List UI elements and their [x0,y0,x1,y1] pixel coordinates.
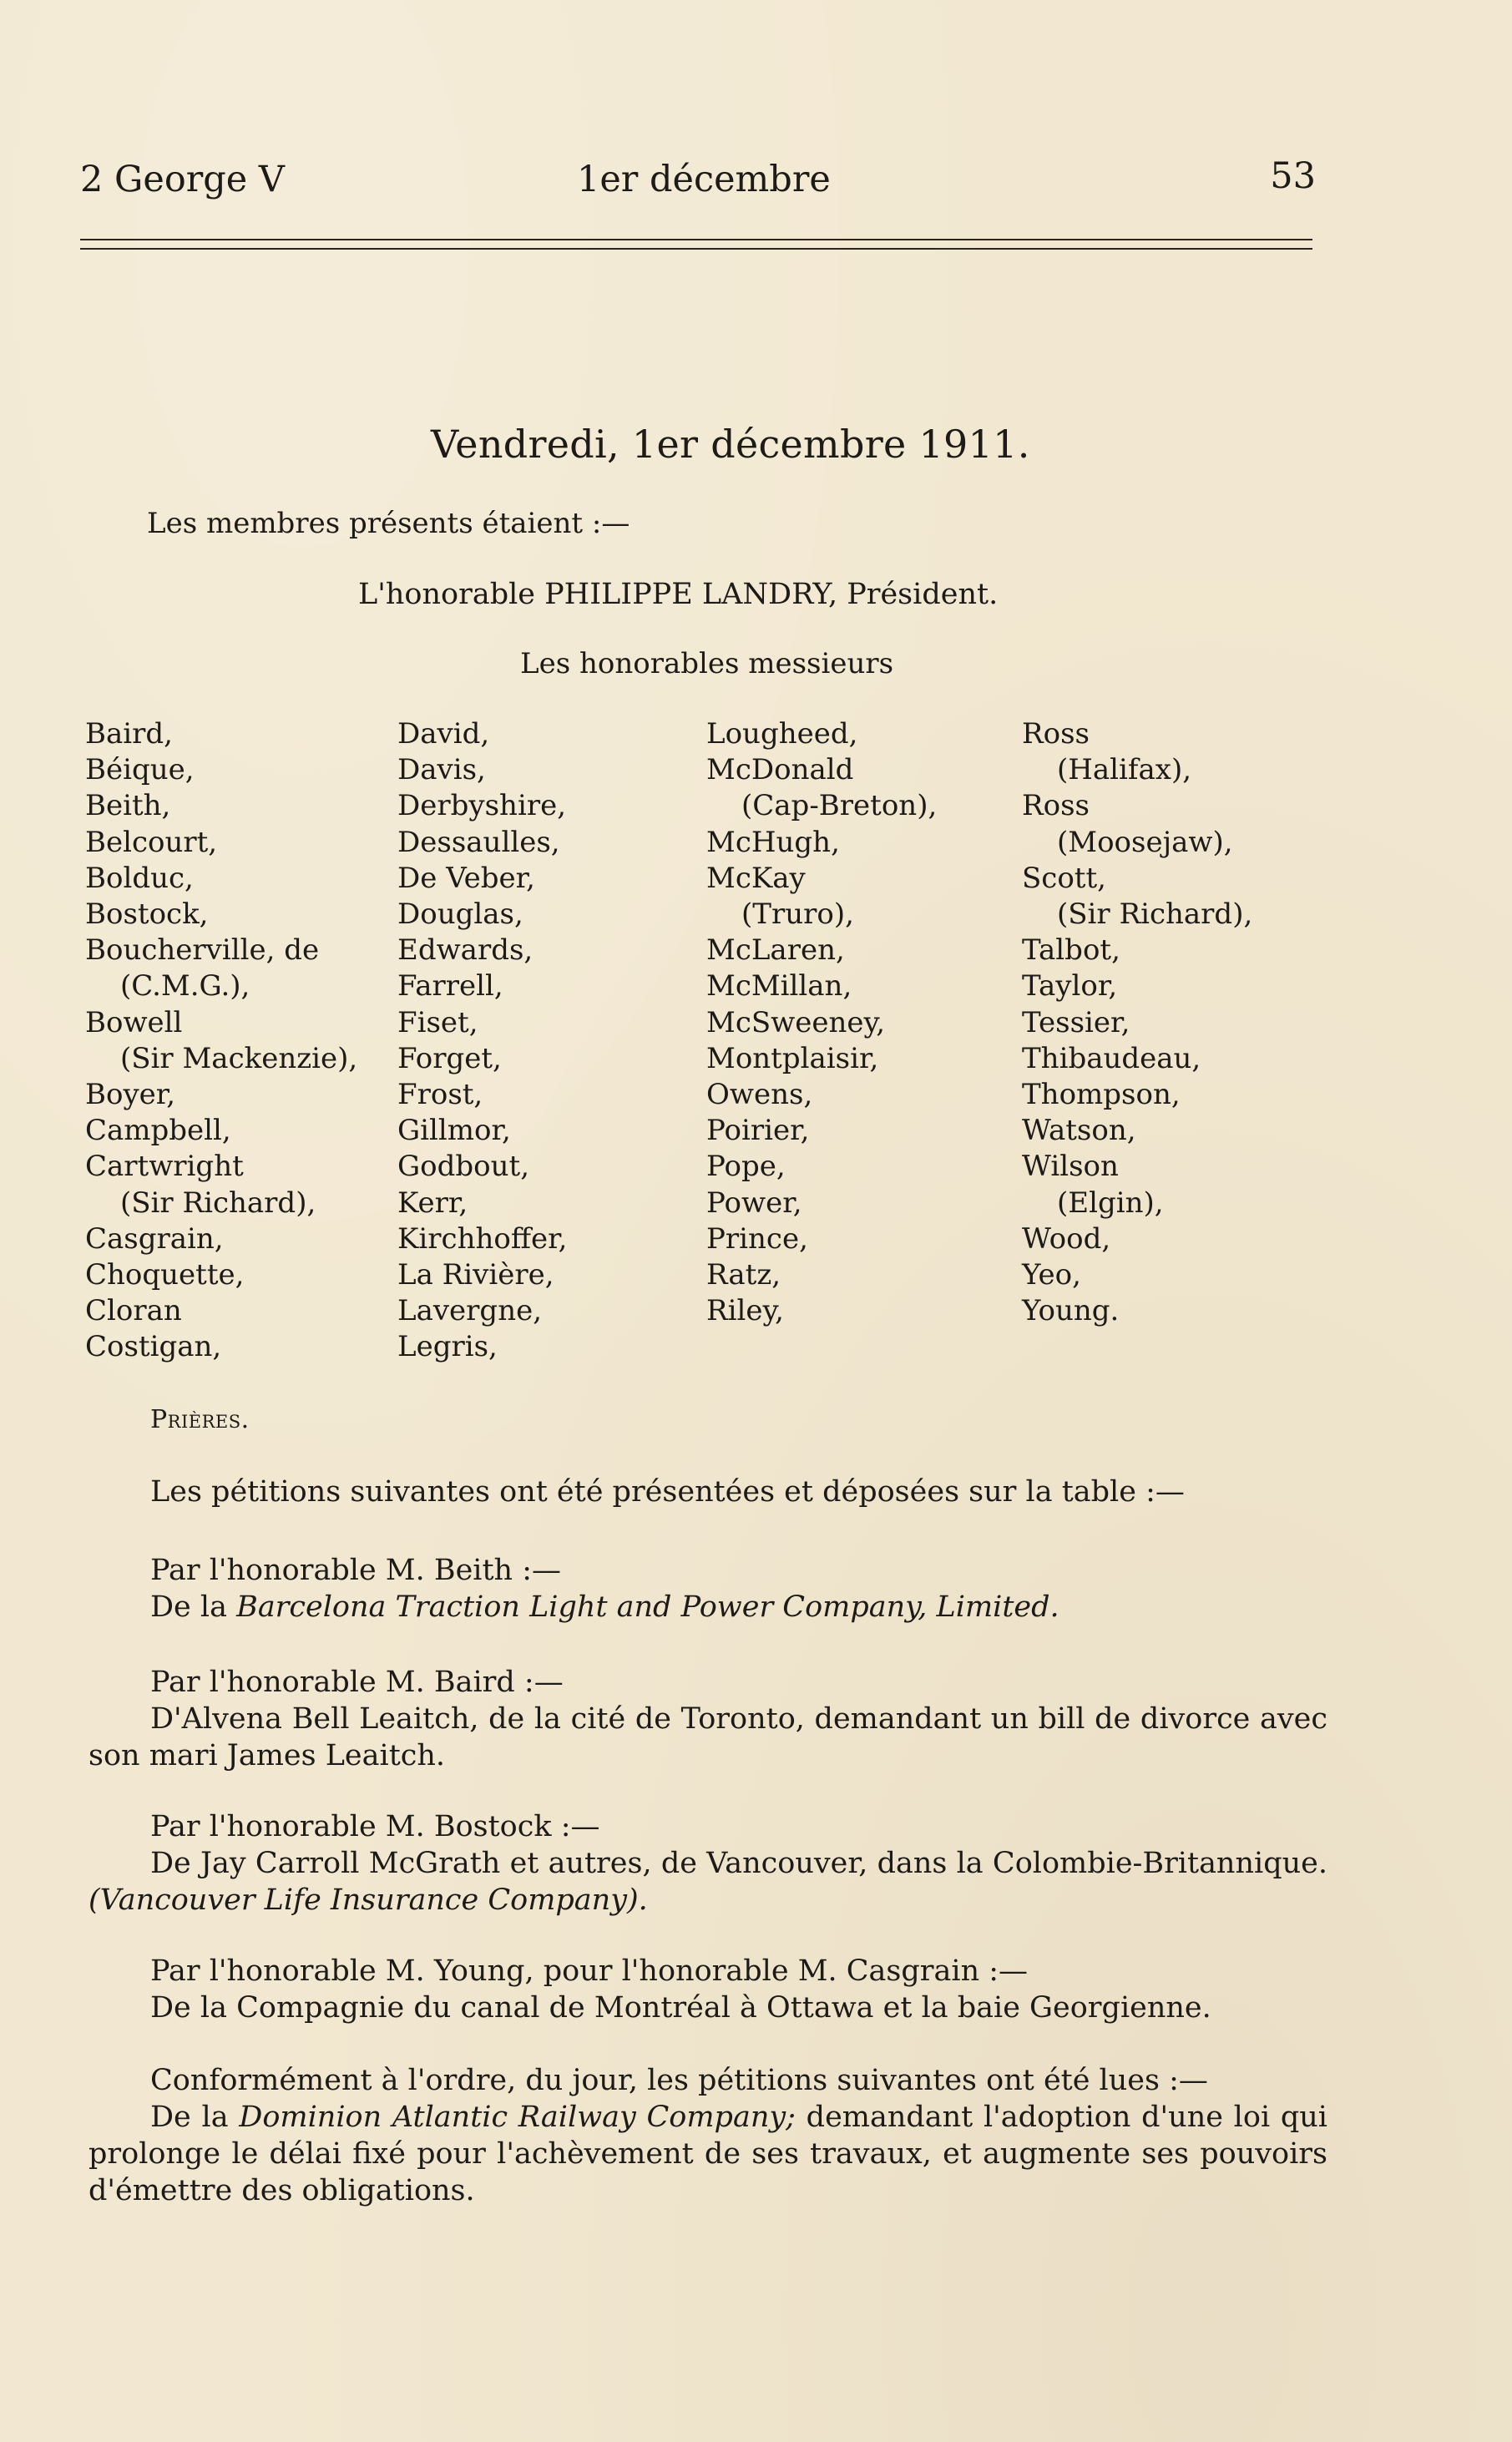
member-name: Costigan, [85,1330,222,1364]
member-name: Young. [1022,1294,1120,1328]
member-name: Thompson, [1022,1078,1181,1112]
president-line: L'honorable PHILIPPE LANDRY, Président. [358,578,999,611]
member-name: Fiset, [397,1005,478,1039]
running-header [80,155,1316,209]
member-name: (Moosejaw), [1057,825,1233,859]
petition-baird-line-2: son mari James Leaitch. [88,1739,446,1772]
member-name: (Sir Richard), [120,1186,316,1220]
petitions-read-suffix: demandant l'adoption d'une loi qui [795,2101,1327,2134]
member-name: Bolduc, [85,861,194,895]
member-name: Watson, [1022,1114,1136,1148]
member-name: Wood, [1022,1221,1111,1256]
petitions-read-line-1 [150,2099,1327,2136]
member-name: Ross [1022,717,1090,751]
petition-bostock-by: Par l'honorable M. Bostock :— [150,1810,600,1843]
petitions-read-prefix: De la [150,2101,240,2134]
petition-young [150,1953,1327,2026]
member-name: McHugh, [706,825,840,859]
petitions-read-intro: Conformément à l'ordre, du jour, les pétitions suivantes ont été lues :— [150,2064,1208,2097]
member-name: Dessaulles, [397,825,560,859]
member-name: Tessier, [1022,1005,1130,1039]
petition-baird-line-1: D'Alvena Bell Leaitch, de la cité de Toronto, demandant un bill de divorce avec [150,1702,1327,1736]
members-column-2 [397,716,567,1366]
member-name: Scott, [1022,861,1106,895]
member-name: Taylor, [1022,969,1118,1004]
member-name: (Elgin), [1057,1186,1164,1220]
petition-bostock [88,1808,1327,1919]
member-name: De Veber, [397,861,535,895]
header-regnal-year: 2 George V [80,159,285,200]
member-name: Poirier, [706,1114,810,1148]
member-name: Talbot, [1022,933,1120,968]
header-date: 1er décembre [577,159,831,200]
member-name: Pope, [706,1150,786,1184]
petition-young-line-1: De la Compagnie du canal de Montréal à Ottawa et la baie Georgienne. [150,1991,1211,2025]
members-column-1 [85,716,357,1366]
member-name: Choquette, [85,1258,245,1292]
members-present-intro: Les membres présents étaient :— [147,507,630,540]
member-name: Derbyshire, [397,789,567,823]
member-name: Lougheed, [706,717,858,751]
member-name: David, [397,717,490,751]
member-name: (Truro), [741,897,854,932]
honorables-heading: Les honorables messieurs [520,647,894,680]
member-name: Ross [1022,789,1090,823]
member-name: Kerr, [397,1186,468,1220]
member-name: Montplaisir, [706,1041,879,1075]
member-name: Wilson [1022,1150,1119,1184]
member-name: Bostock, [85,897,209,932]
member-name: McDonald [706,753,854,787]
petition-baird [88,1664,1327,1774]
member-name: Godbout, [397,1150,529,1184]
petition-beith [150,1552,1327,1625]
member-name: McSweeney, [706,1005,886,1039]
petitions-read-line-3: d'émettre des obligations. [88,2174,475,2207]
petition-baird-by: Par l'honorable M. Baird :— [150,1666,564,1699]
prayers-heading: Prières. [150,1405,250,1434]
member-name: Frost, [397,1078,483,1112]
member-name: Edwards, [397,933,533,968]
petition-beith-company: Barcelona Traction Light and Power Company, Limited. [236,1590,1059,1624]
member-name: Davis, [397,753,486,787]
member-name: Cloran [85,1294,182,1328]
member-name: Prince, [706,1221,808,1256]
member-name: (Halifax), [1057,753,1192,787]
member-name: Yeo, [1022,1258,1081,1292]
petitions-intro [150,1474,1327,1510]
petitions-read-company: Dominion Atlantic Railway Company; [239,2101,796,2134]
member-name: Boyer, [85,1078,176,1112]
member-name: (C.M.G.), [120,969,250,1004]
petitions-intro-text: Les pétitions suivantes ont été présentées et déposées sur la table :— [150,1475,1185,1509]
petition-beith-text [150,1589,1327,1625]
member-name: Boucherville, de [85,933,320,968]
member-name: Béique, [85,753,195,787]
petition-beith-by: Par l'honorable M. Beith :— [150,1554,562,1587]
petitions-read [88,2062,1327,2209]
petition-young-by: Par l'honorable M. Young, pour l'honorable M. Casgrain :— [150,1954,1029,1988]
member-name: McKay [706,861,806,895]
member-name: Baird, [85,717,173,751]
header-rule-top [80,239,1312,240]
member-name: Campbell, [85,1114,231,1148]
member-name: Gillmor, [397,1114,511,1148]
header-rule-bottom [80,248,1312,250]
member-name: Beith, [85,789,171,823]
members-column-3 [706,716,937,1329]
member-name: Cartwright [85,1150,244,1184]
member-name: Bowell [85,1005,183,1039]
member-name: Owens, [706,1078,813,1112]
members-column-4 [1022,716,1252,1329]
page-number: 53 [1270,155,1316,197]
member-name: Lavergne, [397,1294,543,1328]
member-name: Douglas, [397,897,523,932]
member-name: McMillan, [706,969,852,1004]
member-name: Kirchhoffer, [397,1221,568,1256]
member-name: (Sir Richard), [1057,897,1253,932]
member-name: Ratz, [706,1258,781,1292]
petition-beith-prefix: De la [150,1590,237,1624]
member-name: (Cap-Breton), [741,789,938,823]
sitting-title: Vendredi, 1er décembre 1911. [431,422,1030,467]
petition-bostock-company: (Vancouver Life Insurance Company). [88,1883,648,1917]
member-name: Belcourt, [85,825,218,859]
member-name: (Sir Mackenzie), [120,1041,358,1075]
member-name: Forget, [397,1041,502,1075]
member-name: Farrell, [397,969,503,1004]
petition-bostock-line-1: De Jay Carroll McGrath et autres, de Vancouver, dans la Colombie-Britannique. [150,1847,1327,1880]
member-name: Thibaudeau, [1022,1041,1201,1075]
member-name: Legris, [397,1330,498,1364]
member-name: Power, [706,1186,802,1220]
member-name: Casgrain, [85,1221,224,1256]
member-name: McLaren, [706,933,845,968]
petitions-read-line-2: prolonge le délai fixé pour l'achèvement de ses travaux, et augmente ses pouvoirs [88,2137,1327,2171]
member-name: Riley, [706,1294,784,1328]
petition-bostock-line-2 [88,1882,1327,1919]
member-name: La Rivière, [397,1258,554,1292]
